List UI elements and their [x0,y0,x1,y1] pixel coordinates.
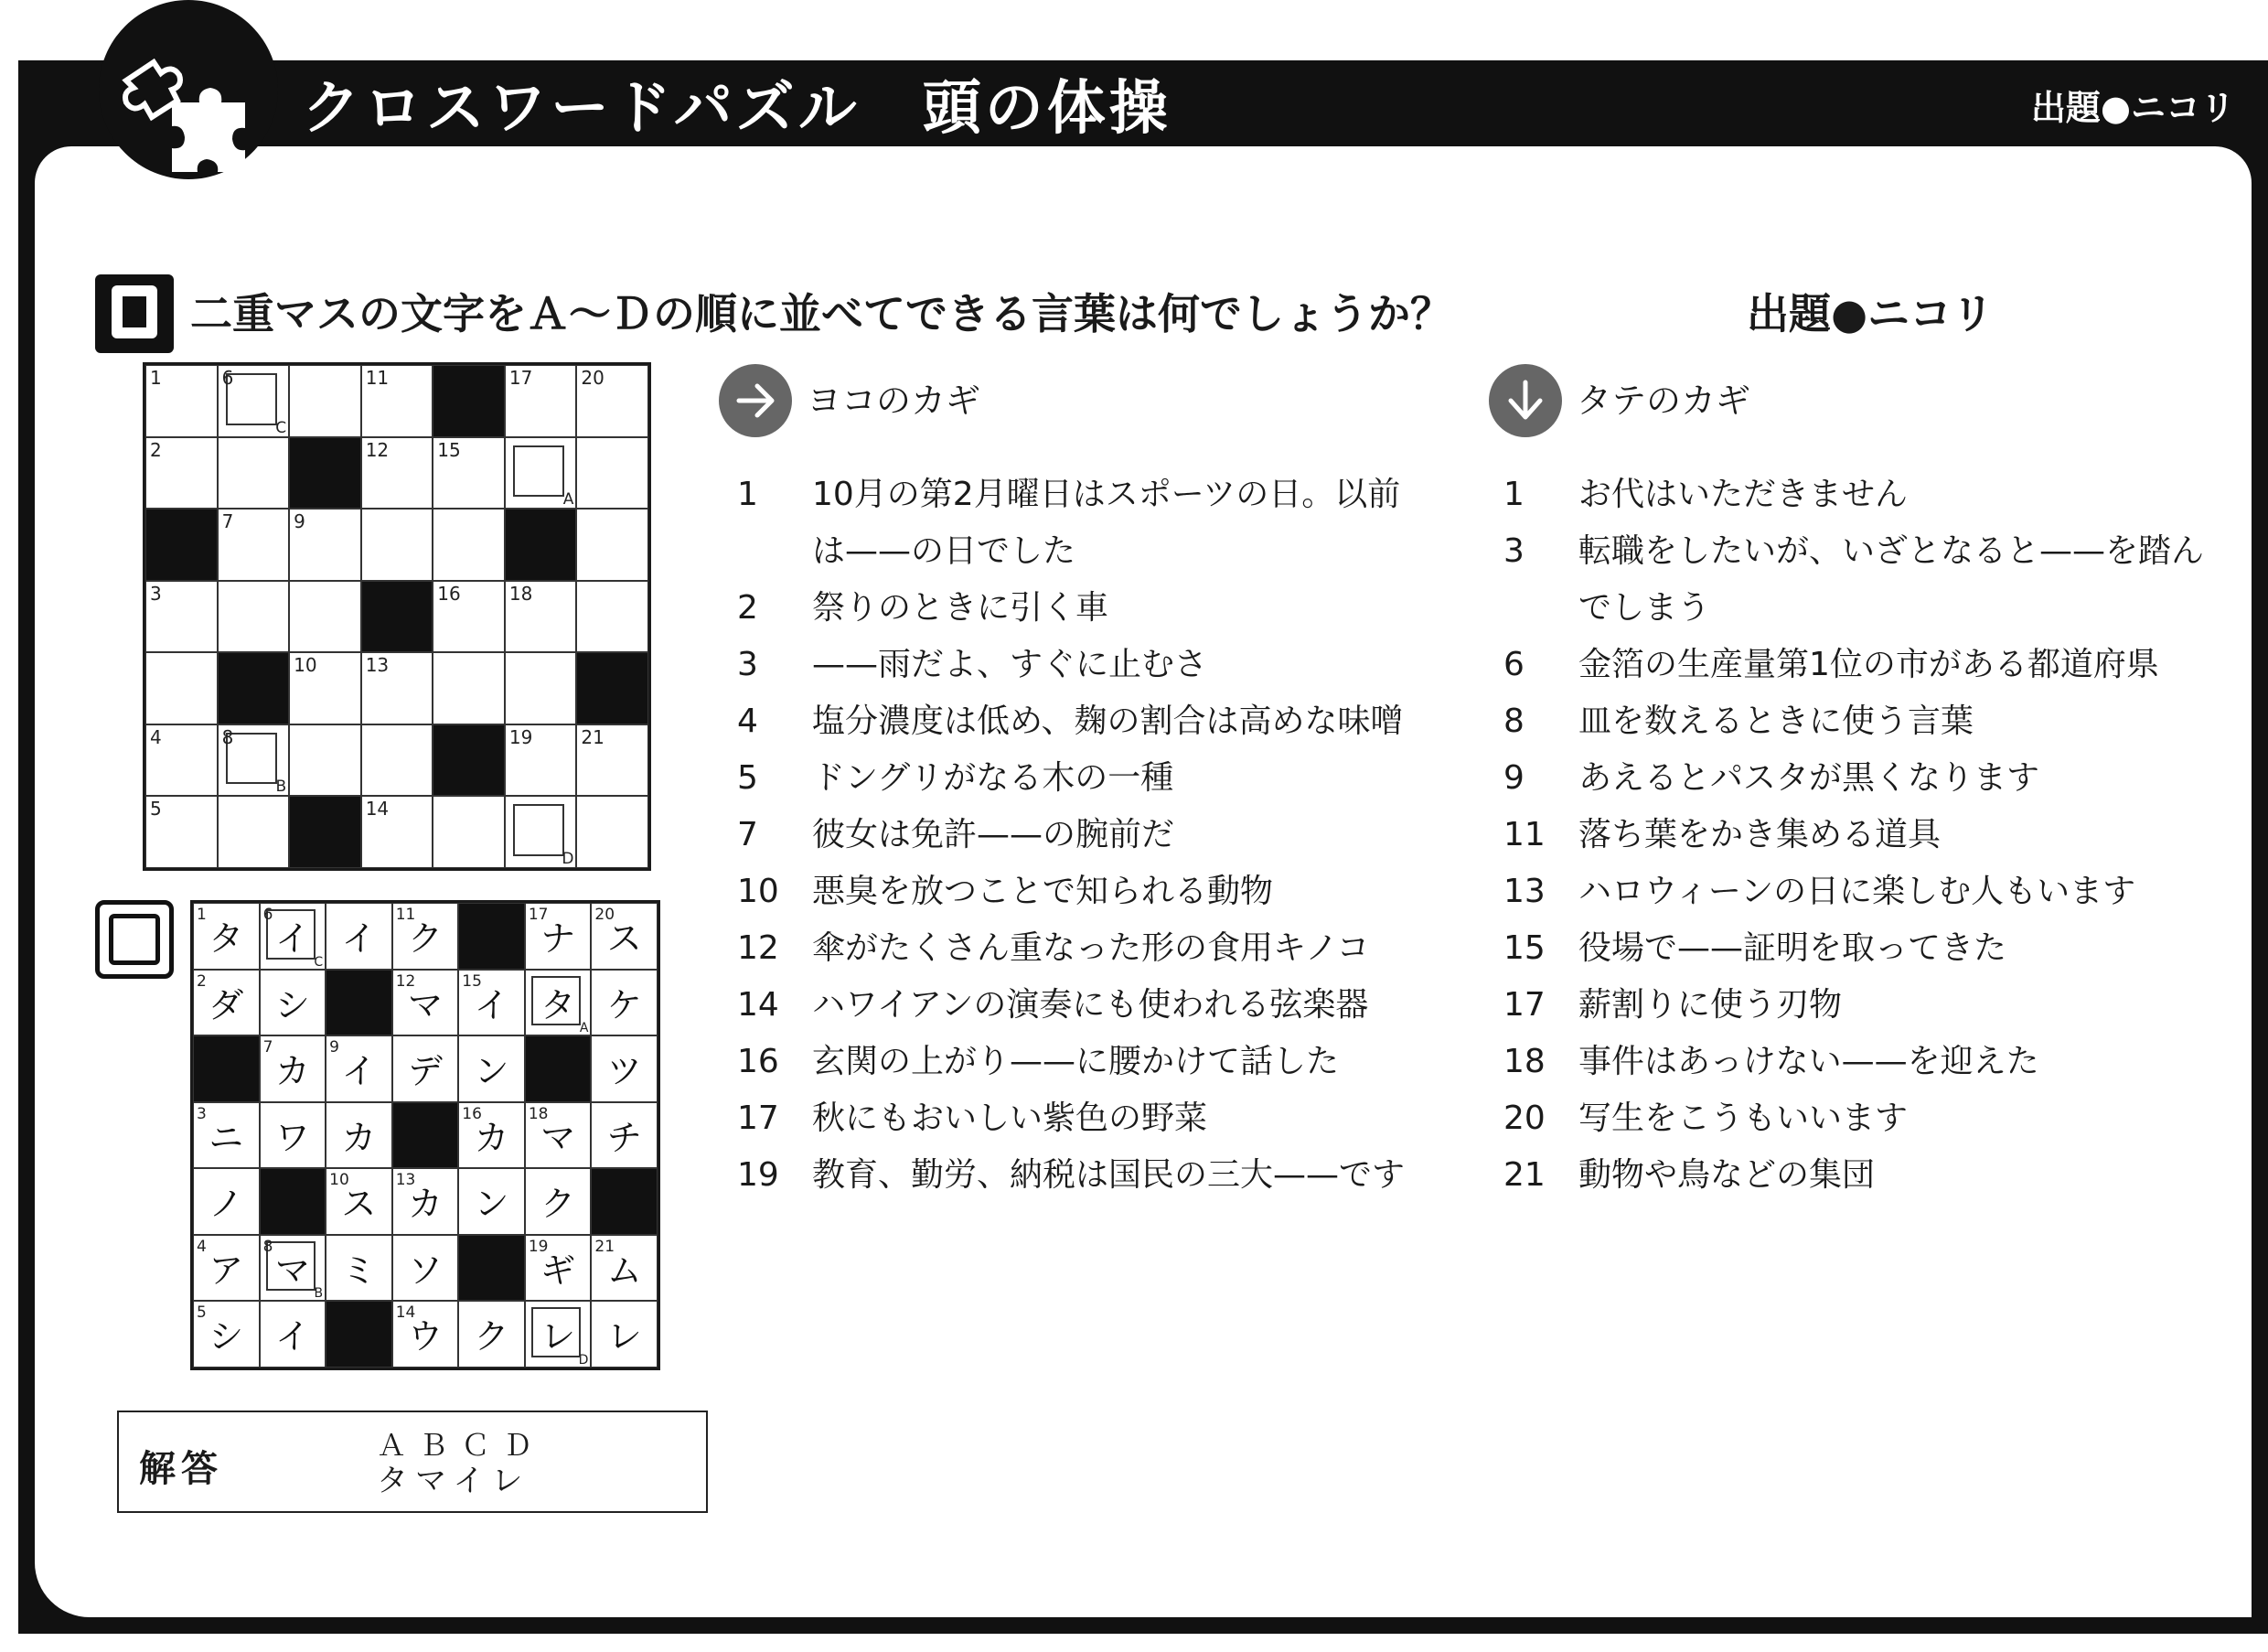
grid-cell[interactable] [433,437,505,510]
clue-item [1503,523,2235,637]
grid-cell[interactable] [576,509,648,581]
clue-item [737,750,1432,807]
grid-cell [525,1235,592,1302]
clue-item-number: 4 [737,703,758,740]
grid-cell [458,1168,525,1235]
clue-item [737,920,1432,977]
grid-cell[interactable] [218,724,290,797]
double-box-letter: B [275,778,287,797]
grid-cell[interactable] [289,652,361,724]
black-cell [289,437,361,510]
clue-number: 12 [365,438,390,461]
clue-item [1503,864,2235,920]
clue-item-text: 10月の第2月曜日はスポーツの日。以前は——の日でした [812,476,1401,570]
clue-item-number: 21 [1503,1156,1546,1194]
clue-item [737,1034,1432,1090]
cell-character: イ [274,918,310,959]
clue-number: 5 [197,1303,207,1323]
grid-cell[interactable] [576,724,648,797]
black-cell [326,1301,392,1368]
clue-item [737,580,1432,637]
clue-item-text: 落ち葉をかき集める道具 [1578,816,1942,853]
question-text: 二重マスの文字をＡ～Ｄの順に並べてできる言葉は何でしょうか？ [190,289,1452,338]
grid-cell [193,903,260,970]
clue-number: 4 [197,1237,207,1256]
grid-cell [458,970,525,1036]
across-heading [719,364,1176,437]
grid-cell [392,903,459,970]
cell-character: ワ [274,1117,310,1158]
clue-item [1503,750,2235,807]
clue-item-number: 16 [737,1043,779,1080]
double-box-letter: A [562,490,574,510]
clue-item-text: 役場で——証明を取ってきた [1578,929,2007,967]
double-box-letter: C [275,418,287,437]
grid-cell[interactable] [145,365,218,437]
clue-number: 7 [221,510,234,533]
grid-cell [326,1235,392,1302]
grid-cell[interactable] [145,724,218,797]
clue-item-text: 彼女は免許——の腕前だ [812,816,1175,853]
cell-character: ミ [341,1250,377,1291]
cell-character: ア [209,1250,244,1291]
double-box-letter: D [562,849,574,868]
clue-number: 11 [395,906,416,924]
clue-item [1503,807,2235,864]
cell-character: シ [209,1316,244,1357]
clue-number: 2 [197,971,207,991]
a-letter-icon [109,914,160,965]
grid-cell [193,1301,260,1368]
double-box-marker [513,445,565,498]
clue-item-text: 玄関の上がり——に腰かけて話した [812,1043,1340,1080]
clue-number: 14 [365,798,390,821]
grid-cell[interactable] [505,437,577,510]
clue-item-text: ハワイアンの演奏にも使われる弦楽器 [812,986,1369,1024]
grid-cell [193,1102,260,1169]
black-cell [433,365,505,437]
down-heading [1489,364,1946,437]
clue-item-number: 9 [1503,759,1524,797]
clue-number: 16 [462,1104,482,1123]
clue-number: 17 [528,906,549,924]
clue-item [737,977,1432,1034]
puzzle-piece-icon [108,26,263,172]
grid-cell[interactable] [218,365,290,437]
clue-item [737,637,1432,693]
clue-item-text: 秋にもおいしい紫色の野菜 [812,1100,1208,1137]
clue-item-number: 14 [737,986,779,1024]
clue-item [1503,1090,2235,1147]
clue-number: 20 [581,367,604,389]
clue-item-text: ハロウィーンの日に楽しむ人もいます [1578,873,2136,910]
grid-cell[interactable] [218,509,290,581]
clue-item-text: お代はいただきません [1578,476,1909,513]
clue-item-number: 2 [737,589,758,627]
clue-item [1503,637,2235,693]
cell-character: カ [407,1184,443,1225]
black-cell [218,652,290,724]
cell-character: ソ [407,1250,443,1291]
clue-item [1503,467,2235,523]
grid-cell [193,1235,260,1302]
clue-item [1503,1034,2235,1090]
double-box-marker [513,804,565,856]
clue-item [737,467,1432,580]
clue-number: 15 [462,971,482,991]
clue-item-number: 8 [1503,703,1524,740]
double-box-letter: B [314,1286,324,1302]
crossword-grid [143,362,651,871]
grid-cell[interactable] [289,365,361,437]
clue-item-number: 1 [1503,476,1524,513]
cell-character: カ [274,1051,310,1092]
clue-item-text: 金箔の生産量第1位の市がある都道府県 [1578,646,2159,683]
grid-cell[interactable] [289,581,361,653]
question-credit: 出題●ニコリ [1747,289,1995,338]
clue-item-number: 17 [1503,986,1546,1024]
grid-cell[interactable] [505,724,577,797]
cell-character: ク [540,1184,576,1225]
grid-cell[interactable] [576,365,648,437]
clue-number: 3 [150,582,162,605]
black-cell [145,509,218,581]
cell-character: ク [474,1316,509,1357]
grid-cell [392,1235,459,1302]
clue-number: 16 [437,582,461,605]
clue-number: 14 [395,1303,416,1323]
grid-cell [260,1035,326,1102]
clue-number: 2 [150,438,162,461]
cell-character: シ [274,984,310,1025]
grid-cell[interactable] [576,796,648,868]
grid-cell[interactable] [505,365,577,437]
grid-cell[interactable] [361,652,433,724]
clue-number: 13 [395,1171,416,1190]
clue-item-number: 3 [1503,532,1524,570]
cell-character: イ [474,984,509,1025]
clue-item-text: 教育、勤労、納税は国民の三大——です [812,1156,1406,1194]
grid-cell [525,970,592,1036]
grid-cell [458,1102,525,1169]
cell-character: マ [540,1117,576,1158]
clue-number: 6 [221,367,234,389]
clue-item [737,1090,1432,1147]
cell-character: チ [606,1117,642,1158]
cell-character: ナ [540,918,576,959]
clue-number: 9 [294,510,305,533]
grid-cell [591,1235,658,1302]
clue-number: 1 [197,906,207,924]
clue-item [737,1147,1432,1204]
clue-item-number: 5 [737,759,758,797]
clue-number: 10 [329,1171,349,1190]
clue-item-text: 写生をこうもいいます [1578,1100,1909,1137]
clue-number: 13 [365,654,390,677]
grid-cell [591,1301,658,1368]
cell-character: マ [407,984,443,1025]
arrow-down-icon [1489,364,1562,437]
clue-item [1503,693,2235,750]
clue-item [1503,1147,2235,1204]
grid-cell [392,970,459,1036]
grid-cell[interactable] [145,796,218,868]
clue-item-number: 7 [737,816,758,853]
grid-cell [591,970,658,1036]
grid-cell[interactable] [505,652,577,724]
clue-item-text: 事件はあっけない——を迎えた [1578,1043,2039,1080]
grid-cell[interactable] [145,581,218,653]
grid-cell[interactable] [218,796,290,868]
clue-number: 15 [437,438,461,461]
grid-cell [326,1035,392,1102]
clue-item-number: 3 [737,646,758,683]
cell-character: ウ [407,1316,443,1357]
clue-item [737,864,1432,920]
grid-cell[interactable] [433,796,505,868]
clue-number: 1 [150,367,162,389]
clue-number: 19 [528,1237,549,1256]
black-cell [433,724,505,797]
grid-cell [525,1168,592,1235]
page-title: クロスワードパズル 頭の体操 [302,75,1171,143]
across-heading-label: ヨコのカギ [807,381,981,421]
cell-character: イ [274,1316,310,1357]
clue-item [1503,920,2235,977]
clue-item-number: 12 [737,929,779,967]
solution-letters: ＡＢＣＤ [377,1428,546,1463]
cell-character: ン [474,1051,509,1092]
clue-number: 17 [508,367,533,389]
clue-number: 8 [262,1237,273,1256]
grid-cell[interactable] [505,581,577,653]
clue-number: 7 [262,1038,273,1057]
grid-cell [591,1102,658,1169]
clue-number: 21 [594,1237,615,1256]
black-cell [193,1035,260,1102]
clue-item-text: ——雨だよ、すぐに止むさ [812,646,1208,683]
solution-word: タマイレ [377,1463,530,1499]
clue-number: 12 [395,971,416,991]
cell-character: タ [209,918,244,959]
grid-cell [458,1301,525,1368]
black-cell [525,1035,592,1102]
clue-number: 6 [262,906,273,924]
clue-item-text: 祭りのときに引く車 [812,589,1109,627]
cell-character: ス [606,918,642,959]
down-heading-label: タテのカギ [1577,381,1751,421]
grid-cell [260,970,326,1036]
cell-character: ギ [540,1250,576,1291]
grid-cell [260,903,326,970]
question-badge [95,274,174,353]
grid-cell [392,1168,459,1235]
clue-number: 8 [221,725,234,748]
grid-cell[interactable] [361,796,433,868]
clue-number: 5 [150,798,162,821]
grid-cell [525,1301,592,1368]
grid-cell[interactable] [433,509,505,581]
clue-number: 10 [294,654,317,677]
double-box-letter: A [579,1021,589,1036]
grid-cell [458,1035,525,1102]
clue-item-number: 17 [737,1100,779,1137]
cell-character: ン [474,1184,509,1225]
clue-item [737,807,1432,864]
grid-cell [392,1035,459,1102]
clue-item-text: 薪割りに使う刃物 [1578,986,1843,1024]
black-cell [392,1102,459,1169]
clue-number: 18 [528,1104,549,1123]
cell-character: マ [274,1250,310,1291]
cell-character: カ [474,1117,509,1158]
clue-item-text: あえるとパスタが黒くなります [1578,759,2040,797]
black-cell [289,796,361,868]
cell-character: イ [341,918,377,959]
grid-cell[interactable] [361,509,433,581]
grid-cell [525,903,592,970]
grid-cell[interactable] [218,437,290,510]
grid-cell [591,1035,658,1102]
clue-number: 21 [581,725,604,748]
cell-character: ダ [209,984,244,1025]
cell-character: イ [341,1051,377,1092]
clue-item-number: 15 [1503,929,1546,967]
cell-character: デ [407,1051,443,1092]
header-credit: 出題●ニコリ [2030,88,2235,128]
clue-item-text: 皿を数えるときに使う言葉 [1578,703,1974,740]
cell-character: レ [540,1316,576,1357]
grid-cell [326,1168,392,1235]
black-cell [458,903,525,970]
clue-item-number: 19 [737,1156,779,1194]
grid-cell [591,903,658,970]
cell-character: ム [606,1250,642,1291]
answer-badge [95,900,174,979]
clue-item-number: 1 [737,476,758,513]
black-cell [591,1168,658,1235]
grid-cell [326,1102,392,1169]
black-cell [505,509,577,581]
grid-cell [326,903,392,970]
clue-item-number: 10 [737,873,779,910]
clue-item [737,693,1432,750]
cell-character: ク [407,918,443,959]
clue-item [1503,977,2235,1034]
solution-label: 解答 [139,1448,223,1490]
cell-character: タ [540,984,576,1025]
black-cell [260,1168,326,1235]
grid-cell[interactable] [289,509,361,581]
grid-cell [525,1102,592,1169]
solution-box [117,1411,708,1513]
clue-number: 4 [150,725,162,748]
black-cell [576,652,648,724]
cell-character: ニ [209,1117,244,1158]
cell-character: ノ [209,1184,244,1225]
clue-number: 3 [197,1104,207,1123]
clue-item-text: 動物や鳥などの集団 [1578,1156,1876,1194]
grid-cell[interactable] [361,437,433,510]
grid-cell[interactable] [361,365,433,437]
arrow-right-icon [719,364,792,437]
grid-cell[interactable] [289,724,361,797]
answer-grid [190,900,660,1370]
clue-item-number: 20 [1503,1100,1546,1137]
clue-number: 18 [508,582,533,605]
clue-item-number: 13 [1503,873,1546,910]
cell-character: カ [341,1117,377,1158]
clue-item-text: ドングリがなる木の一種 [812,759,1174,797]
clue-number: 20 [594,906,615,924]
q-letter-icon [112,285,157,338]
across-clue-list [737,467,1432,1204]
cell-character: レ [606,1316,642,1357]
grid-cell[interactable] [145,437,218,510]
black-cell [326,970,392,1036]
grid-cell [260,1235,326,1302]
clue-item-text: 転職をしたいが、いざとなると——を踏んでしまう [1578,532,2205,627]
cell-character: ス [341,1184,377,1225]
down-clue-list [1503,467,2235,1204]
clue-number: 11 [365,367,390,389]
clue-item-text: 傘がたくさん重なった形の食用キノコ [812,929,1370,967]
cell-character: ツ [606,1051,642,1092]
clue-item-number: 6 [1503,646,1524,683]
grid-cell [260,1102,326,1169]
grid-cell[interactable] [576,437,648,510]
grid-cell[interactable] [218,581,290,653]
clue-item-text: 悪臭を放つことで知られる動物 [812,873,1274,910]
clue-number: 9 [329,1038,339,1057]
grid-cell[interactable] [361,724,433,797]
clue-item-number: 11 [1503,816,1546,853]
clue-item-number: 18 [1503,1043,1546,1080]
clue-item-text: 塩分濃度は低め、麹の割合は高めな味噌 [812,703,1404,740]
grid-cell [193,1168,260,1235]
grid-cell [392,1301,459,1368]
grid-cell[interactable] [576,581,648,653]
black-cell [458,1235,525,1302]
grid-cell[interactable] [433,581,505,653]
black-cell [361,581,433,653]
grid-cell[interactable] [433,652,505,724]
grid-cell [260,1301,326,1368]
double-box-letter: D [578,1352,589,1368]
grid-cell[interactable] [145,652,218,724]
double-box-letter: C [314,954,324,970]
cell-character: ケ [606,984,642,1025]
grid-cell [193,970,260,1036]
clue-number: 19 [508,725,533,748]
grid-cell[interactable] [505,796,577,868]
